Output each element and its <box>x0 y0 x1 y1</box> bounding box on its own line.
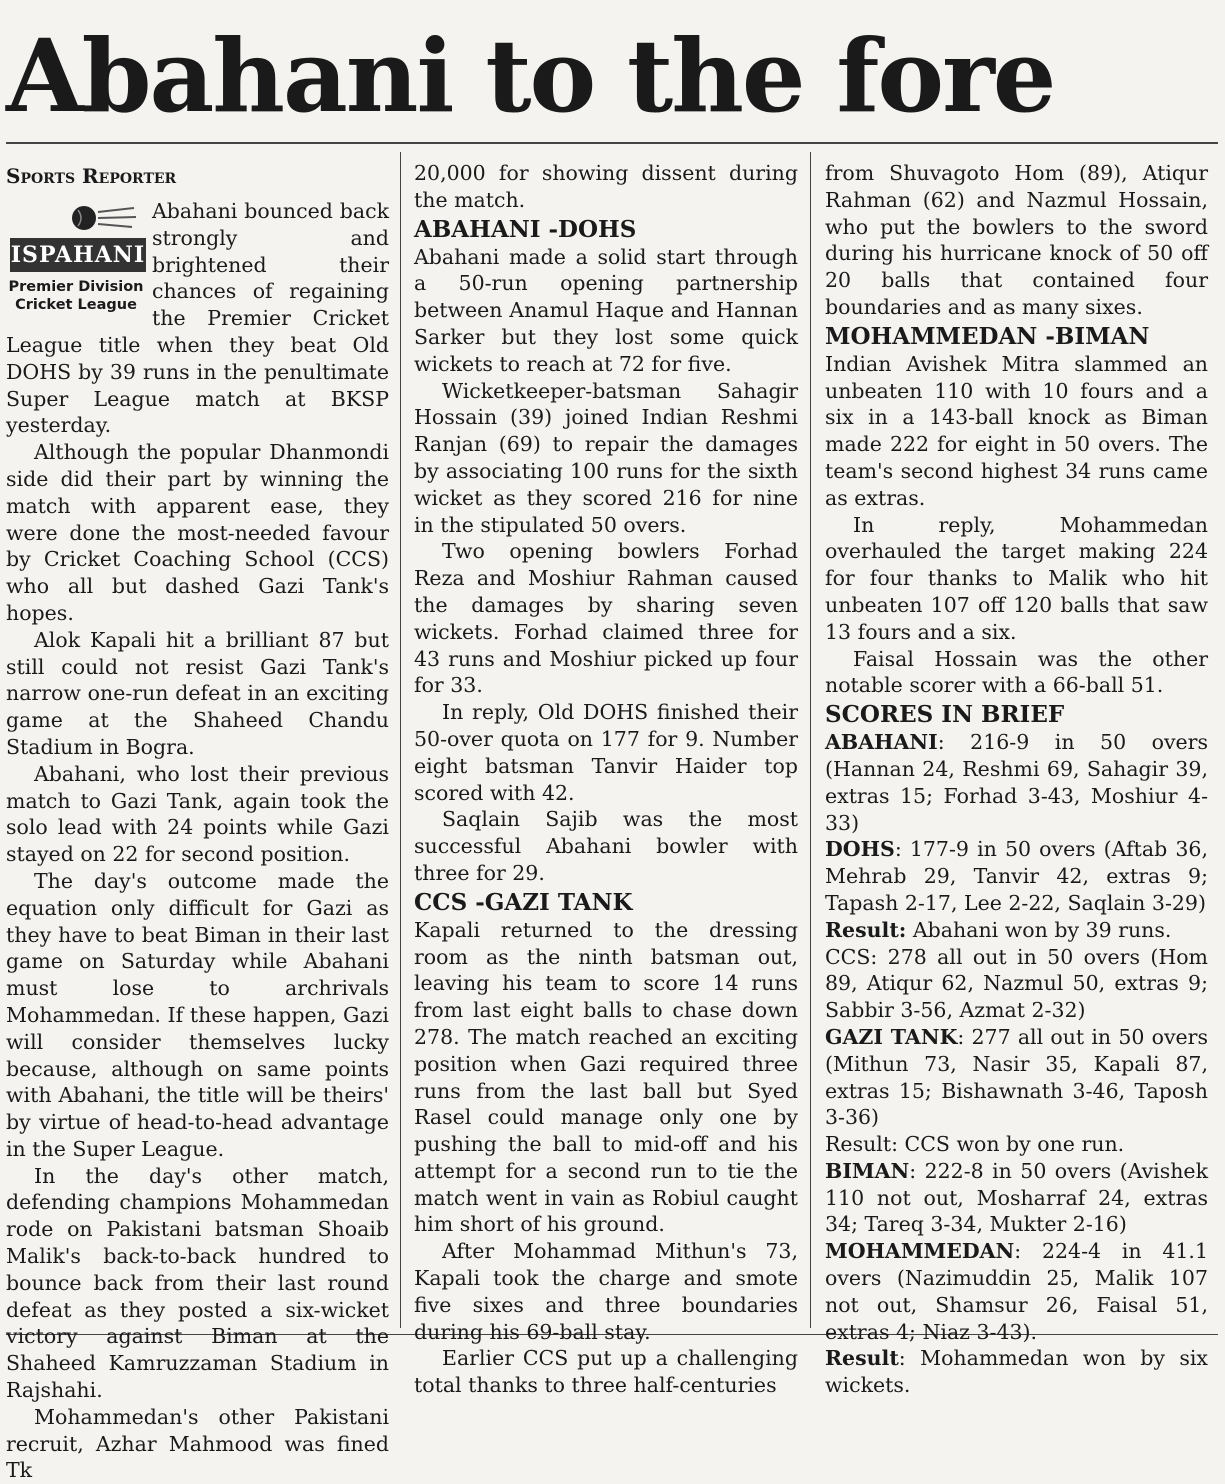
subheading: CCS -GAZI TANK <box>414 888 633 916</box>
subheading: MOHAMMEDAN -BIMAN <box>825 322 1150 350</box>
team-name: GAZI TANK <box>825 1024 958 1049</box>
result-line <box>825 917 1208 944</box>
score-text: : 222-8 in 50 overs (Avishek 110 not out, Mosharraf 24, extras 34; Tareq 3-34, Mukter 2-16) <box>825 1158 1208 1237</box>
paragraph: Saqlain Sajib was the most successful Abahani bowler with three for 29. <box>414 807 798 885</box>
ispahani-wordmark: ISPAHANI <box>10 238 146 272</box>
result-line <box>825 1345 1208 1399</box>
paragraph: Abahani bounced back strongly and brightened their chances of regaining the Premier Cricket League title when they beat Old DOHS by 39 runs in the penultimate Super League match at BKSP yesterday. <box>6 199 389 438</box>
score-text: : 177-9 in 50 overs (Aftab 36, Mehrab 29, Tanvir 42, extras 9; Tapash 2-17, Lee 2-22, Saqlain 3-29) <box>825 837 1208 915</box>
score-line <box>825 729 1208 836</box>
score-line <box>825 1238 1208 1345</box>
ispahani-logo <box>6 198 146 316</box>
result-label: Result: <box>825 917 907 942</box>
score-text: : 277 all out in 50 overs (Mithun 73, Nasir 35, Kapali 87, extras 15; Bishawnath 3-46, Taposh 3-36) <box>825 1024 1208 1130</box>
scores-in-brief <box>825 729 1208 1399</box>
logo-caption-line2: Cricket League <box>15 297 137 313</box>
paragraph: Indian Avishek Mitra slammed an unbeaten 110 with 10 fours and a six in a 143-ball knock as Biman made 222 for eight in 50 overs. The team's second highest 34 runs came as extras. <box>825 351 1208 510</box>
headline: Abahani to the fore <box>6 17 1055 135</box>
score-text: : 224-4 in 41.1 overs (Nazimuddin 25, Malik 107 not out, Shamsur 26, Faisal 51, extras 4; Niaz 3-43). <box>825 1239 1208 1344</box>
paragraph: In reply, Mohammedan overhauled the target making 224 for four thanks to Malik who hit unbeaten 107 off 120 balls that saw 13 fours and a six. <box>825 512 1208 644</box>
score-line: CCS: 278 all out in 50 overs (Hom 89, Atiqur 62, Nazmul 50, extras 9; Sabbir 3-56, Azmat 2-32) <box>825 944 1208 1023</box>
column-1 <box>6 160 389 1484</box>
score-line <box>825 1158 1208 1238</box>
subheading: SCORES IN BRIEF <box>825 701 1065 729</box>
column-divider-2 <box>810 152 811 1328</box>
paragraph: from Shuvagoto Hom (89), Atiqur Rahman (62) and Nazmul Hossain, who put the bowlers to the sword during his hurricane knock of 50 off 20 balls that contained four boundaries and as many sixes. <box>825 161 1208 319</box>
paragraph: After Mohammad Mithun's 73, Kapali took the charge and smote five sixes and three boundaries during his 69-ball stay. <box>414 1239 798 1344</box>
cricket-ball-icon <box>68 202 138 234</box>
column-3 <box>825 160 1208 1399</box>
score-text: : 216-9 in 50 overs (Hannan 24, Reshmi 69, Sahagir 39, extras 15; Forhad 3-43, Moshiur 4-33) <box>825 730 1208 835</box>
result-line: Result: CCS won by one run. <box>825 1132 1125 1157</box>
column-divider-1 <box>400 152 401 1328</box>
paragraph: Mohammedan's other Pakistani recruit, Azhar Mahmood was fined Tk <box>6 1404 389 1483</box>
team-name: BIMAN <box>825 1158 910 1183</box>
top-rule <box>6 142 1218 144</box>
result-label: Result <box>825 1346 899 1371</box>
paragraph: Two opening bowlers Forhad Reza and Moshiur Rahman caused the damages by sharing seven wickets. Forhad claimed three for 43 runs and Moshiur picked up four for 33. <box>414 539 798 698</box>
paragraph: Kapali returned to the dressing room as the ninth batsman out, leaving his team to score 14 runs from last eight balls to chase down 278. The match reached an exciting position when Gazi required three runs from the last ball but Syed Rasel could manage only one by pushing the ball to mid-off and his attempt for a second run to tie the match went in vain as Robiul caught him short of his ground. <box>414 917 798 1237</box>
paragraph: In the day's other match, defending champions Mohammedan rode on Pakistani batsman Shoaib Malik's back-to-back hundred to bounce back from their last round defeat as they posted a six-wicket victory against Biman at the Shaheed Kamruzzaman Stadium in Rajshahi. <box>6 1163 389 1403</box>
paragraph: Earlier CCS put up a challenging total thanks to three half-centuries <box>414 1346 798 1398</box>
paragraph: Alok Kapali hit a brilliant 87 but still could not resist Gazi Tank's narrow one-run defeat in an exciting game at the Shaheed Chandu Stadium in Bogra. <box>6 627 389 759</box>
logo-caption <box>6 278 146 314</box>
paragraph: Wicketkeeper-batsman Sahagir Hossain (39) joined Indian Reshmi Ranjan (69) to repair the damages by associating 100 runs for the sixth wicket as they scored 216 for nine in the stipulated 50 overs. <box>414 378 798 537</box>
paragraph: 20,000 for showing dissent during the match. <box>414 161 798 212</box>
team-name: ABAHANI <box>825 730 938 755</box>
score-line <box>825 1024 1208 1131</box>
paragraph: Abahani, who lost their previous match to Gazi Tank, again took the solo lead with 24 points while Gazi stayed on 22 for second position. <box>6 761 389 867</box>
paragraph: Although the popular Dhanmondi side did their part by winning the match with apparent ease, they were done the most-needed favour by Cricket Coaching School (CCS) who all but dashed Gazi Tank's hopes. <box>6 440 389 625</box>
result-text: Abahani won by 39 runs. <box>906 917 1172 942</box>
column-2 <box>414 160 798 1399</box>
paragraph: In reply, Old DOHS finished their 50-over quota on 177 for 9. Number eight batsman Tanvir Haider top scored with 42. <box>414 700 798 805</box>
logo-caption-line1: Premier Division <box>8 279 144 295</box>
byline: Sports Reporter <box>6 164 177 188</box>
subheading: ABAHANI -DOHS <box>414 215 637 243</box>
score-line <box>825 836 1208 916</box>
paragraph: Abahani made a solid start through a 50-run opening partnership between Anamul Haque and Hannan Sarker but they lost some quick wickets to reach at 72 for five. <box>414 244 798 376</box>
paragraph: Faisal Hossain was the other notable scorer with a 66-ball 51. <box>825 646 1208 698</box>
result-text: : Mohammedan won by six wickets. <box>825 1346 1208 1398</box>
team-name: MOHAMMEDAN <box>825 1239 1015 1264</box>
team-name: DOHS <box>825 837 895 862</box>
paragraph: The day's outcome made the equation only difficult for Gazi as they have to beat Biman in their last game on Saturday while Abahani must lose to archrivals Mohammedan. If these happen, Gazi will consider themselves lucky because, although on same points with Abahani, the title will be theirs' by virtue of head-to-head advantage in the Super League. <box>6 868 389 1161</box>
